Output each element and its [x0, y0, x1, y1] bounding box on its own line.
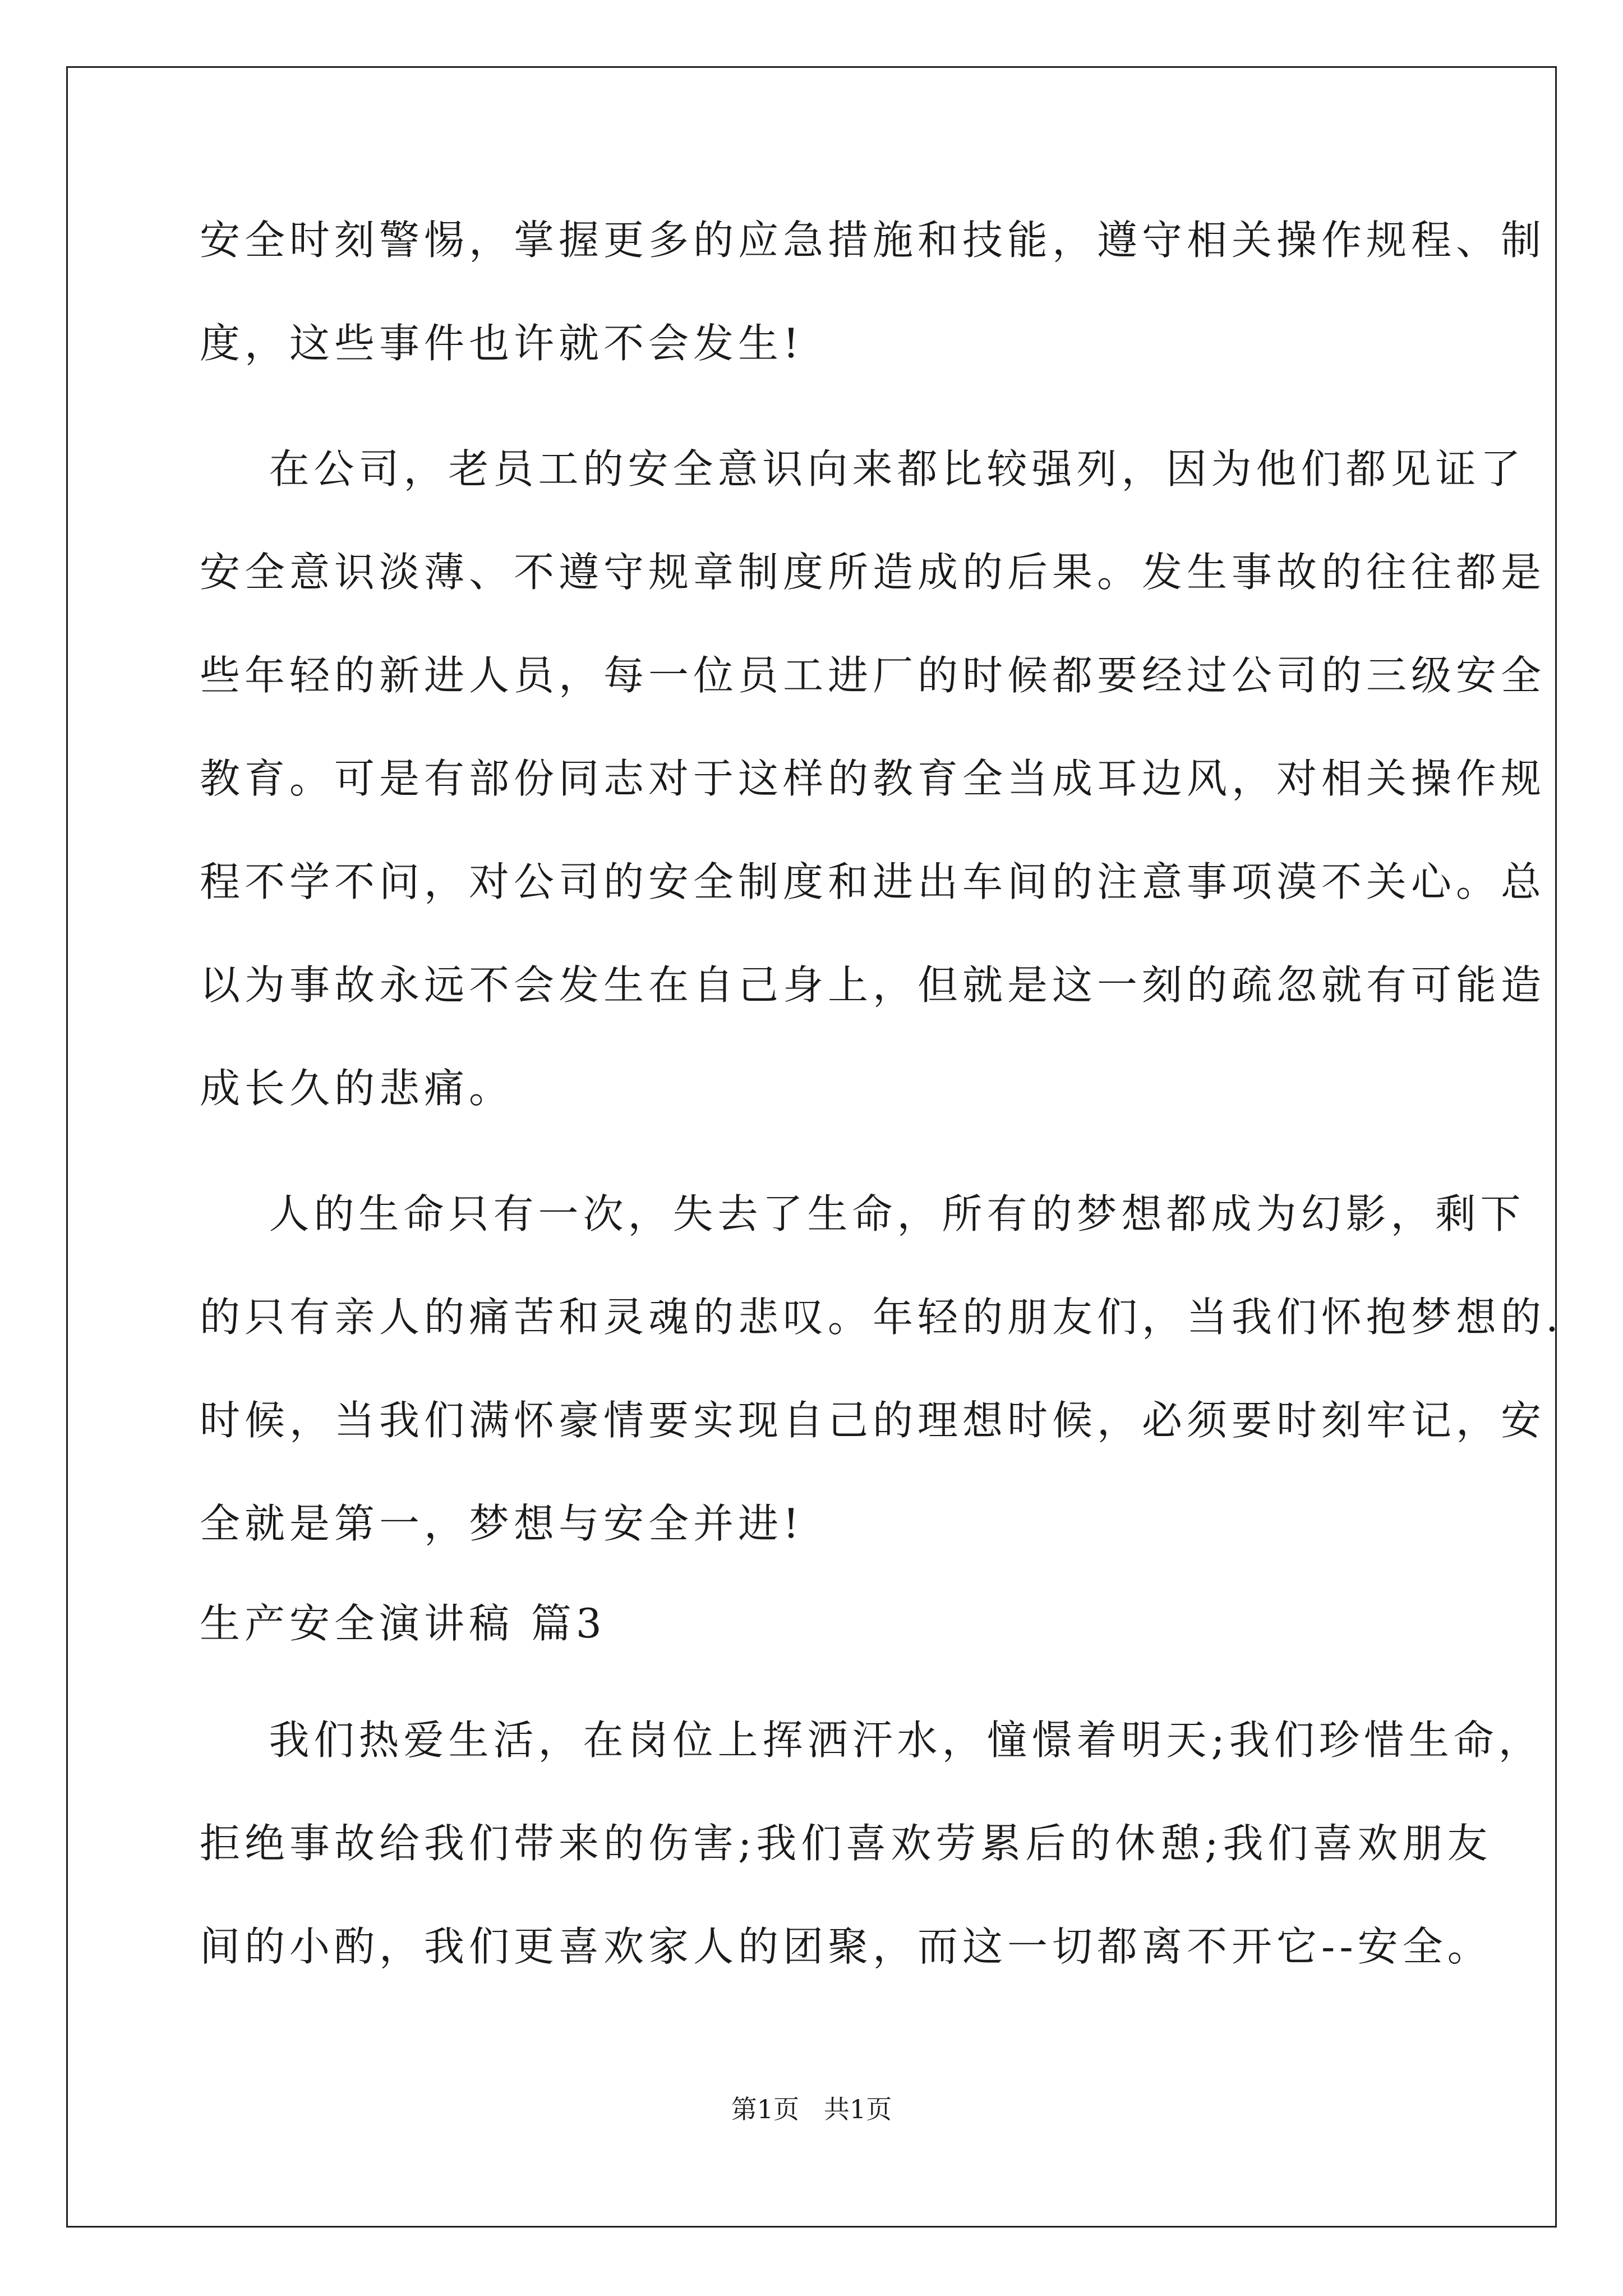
text-line: 拒绝事故给我们带来的伤害;我们喜欢劳累后的休憩;我们喜欢朋友	[200, 1820, 1492, 1867]
text-line: 程不学不问，对公司的安全制度和进出车间的注意事项漠不关心。总	[200, 858, 1546, 905]
text-line: 教育。可是有部份同志对于这样的教育全当成耳边风，对相关操作规	[200, 755, 1546, 802]
text-line: 时候，当我们满怀豪情要实现自己的理想时候，必须要时刻牢记，安	[200, 1397, 1546, 1444]
text-line: 成长久的悲痛。	[200, 1065, 514, 1112]
text-line: 安全意识淡薄、不遵守规章制度所造成的后果。发生事故的往往都是	[200, 549, 1546, 596]
text-line: 的只有亲人的痛苦和灵魂的悲叹。年轻的朋友们，当我们怀抱梦想的.	[200, 1294, 1563, 1341]
text-line: 全就是第一，梦想与安全并进!	[200, 1500, 804, 1547]
page-number-footer: 第1页 共1页	[731, 2094, 892, 2124]
text-line: 度，这些事件也许就不会发生!	[200, 320, 804, 367]
section-heading: 生产安全演讲稿 篇3	[200, 1600, 606, 1647]
text-line: 我们热爱生活，在岗位上挥洒汗水，憧憬着明天;我们珍惜生命，	[200, 1717, 1543, 1764]
text-line: 以为事故永远不会发生在自己身上，但就是这一刻的疏忽就有可能造	[200, 961, 1546, 1009]
text-line: 些年轻的新进人员，每一位员工进厂的时候都要经过公司的三级安全	[200, 652, 1546, 699]
text-line: 间的小酌，我们更喜欢家人的团聚，而这一切都离不开它--安全。	[200, 1923, 1492, 1970]
page-border	[66, 66, 1557, 2228]
text-line: 安全时刻警惕，掌握更多的应急措施和技能，遵守相关操作规程、制	[200, 217, 1546, 264]
text-line: 人的生命只有一次，失去了生命，所有的梦想都成为幻影，剩下	[200, 1190, 1525, 1237]
text-line: 在公司，老员工的安全意识向来都比较强列，因为他们都见证了	[200, 445, 1525, 493]
